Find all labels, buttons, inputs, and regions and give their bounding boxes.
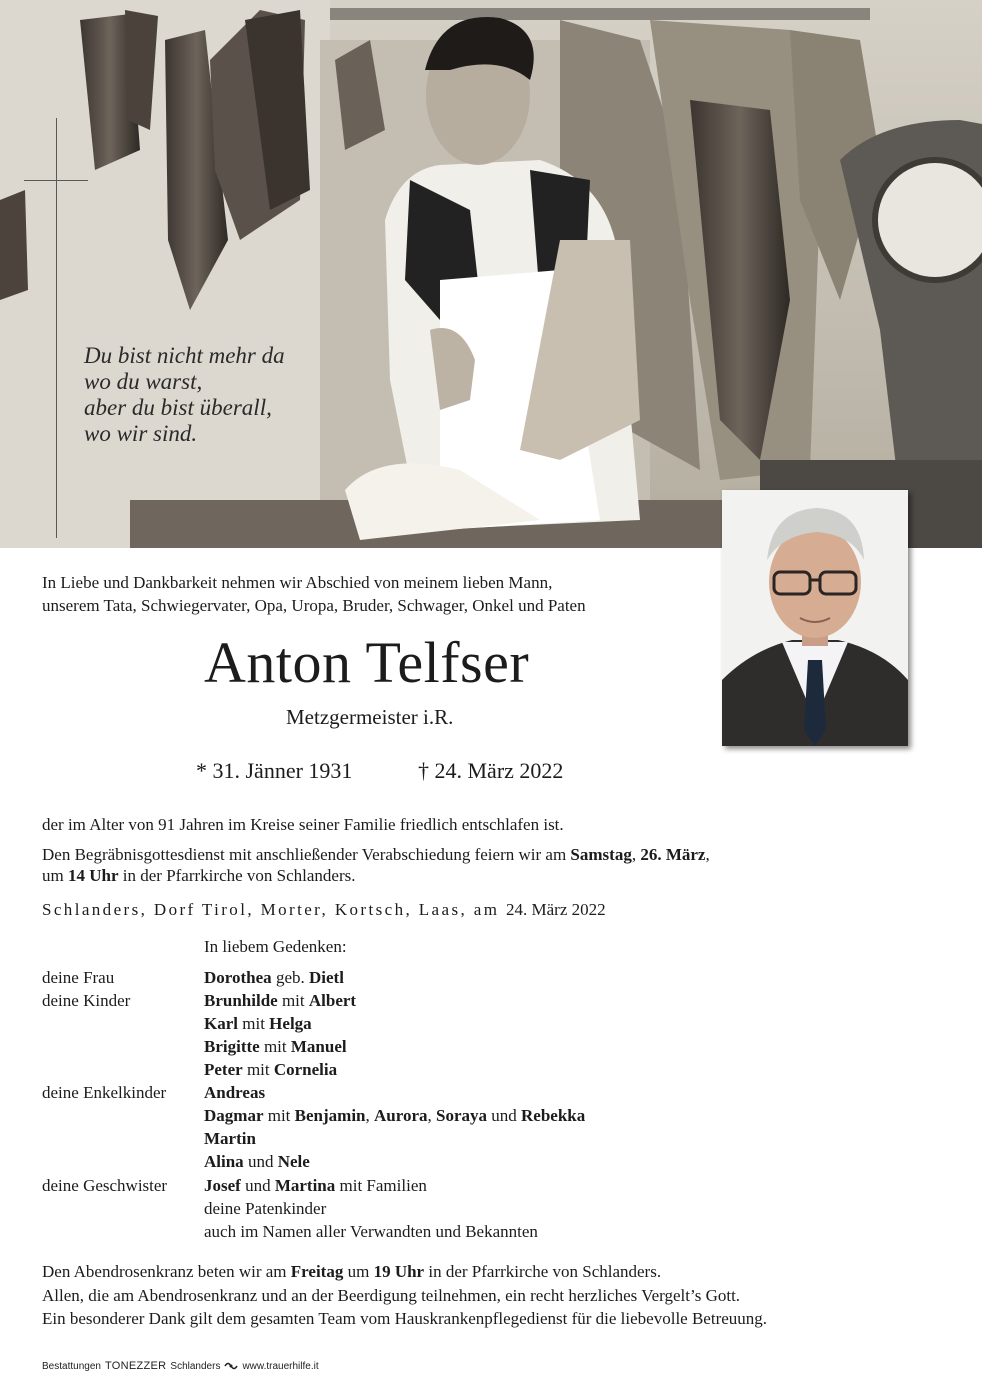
child-entry-2: Karl mit Helga bbox=[204, 1014, 312, 1033]
intro-line-2: unserem Tata, Schwiegervater, Opa, Uropa, Bruder, Schwager, Onkel und Paten bbox=[42, 596, 586, 615]
grandchild-entry-1: Andreas bbox=[204, 1083, 266, 1102]
grandchild-entry-2: Dagmar mit Benjamin, Aurora, Soraya und Rebekka bbox=[204, 1106, 586, 1125]
funeral-line-2: um 14 Uhr in der Pfarrkirche von Schlanders. bbox=[42, 866, 356, 885]
birth-date: * 31. Jänner 1931 bbox=[196, 758, 353, 783]
death-date: † 24. März 2022 bbox=[418, 758, 564, 783]
trauerhilfe-logo-icon bbox=[224, 1360, 238, 1372]
child-entry-4: Peter mit Cornelia bbox=[204, 1060, 338, 1079]
grandchild-entry-4: Alina und Nele bbox=[204, 1152, 310, 1171]
grandchild-entry-3: Martin bbox=[204, 1129, 256, 1148]
in-memory-heading: In liebem Gedenken: bbox=[204, 937, 347, 956]
place-and-date: Schlanders, Dorf Tirol, Morter, Kortsch, Laas, am 24. März 2022 bbox=[42, 900, 606, 919]
child-entry-3: Brigitte mit Manuel bbox=[204, 1037, 347, 1056]
thanks-line-2: Ein besonderer Dank gilt dem gesamten Team vom Hauskrankenpflegedienst für die liebevolle Betreuung. bbox=[42, 1309, 768, 1328]
grandchildren-label: deine Enkelkinder bbox=[42, 1083, 167, 1102]
portrait-illustration bbox=[722, 490, 908, 746]
relatives-entry: auch im Namen aller Verwandten und Bekannten bbox=[204, 1222, 538, 1241]
wife-entry: Dorothea geb. Dietl bbox=[204, 968, 344, 987]
footer-town: Schlanders bbox=[170, 1360, 221, 1372]
cross-horizontal-line bbox=[24, 180, 88, 181]
godchildren-entry: deine Patenkinder bbox=[204, 1199, 327, 1218]
footer-credit bbox=[42, 1360, 319, 1372]
header-photo bbox=[0, 0, 982, 548]
children-label: deine Kinder bbox=[42, 991, 131, 1010]
footer-url: www.trauerhilfe.it bbox=[242, 1360, 319, 1372]
wife-label: deine Frau bbox=[42, 968, 115, 987]
deceased-title: Metzgermeister i.R. bbox=[286, 705, 454, 729]
memorial-quote: Du bist nicht mehr da wo du warst, aber du bist überall, wo wir sind. bbox=[84, 343, 285, 446]
intro-line-1: In Liebe und Dankbarkeit nehmen wir Abschied von meinem lieben Mann, bbox=[42, 573, 553, 592]
thanks-line-1: Allen, die am Abendrosenkranz und an der Beerdigung teilnehmen, ein recht herzliches Vergelt’s Gott. bbox=[42, 1286, 741, 1305]
cross-vertical-line bbox=[56, 118, 57, 538]
footer-prefix: Bestattungen bbox=[42, 1360, 101, 1372]
child-entry-1: Brunhilde mit Albert bbox=[204, 991, 357, 1010]
butcher-shop-photo bbox=[0, 0, 982, 548]
portrait-photo bbox=[722, 490, 908, 746]
sibling-entry: Josef und Martina mit Familien bbox=[204, 1176, 427, 1195]
deceased-name: Anton Telfser bbox=[204, 630, 530, 695]
rosary-line: Den Abendrosenkranz beten wir am Freitag um 19 Uhr in der Pfarrkirche von Schlanders. bbox=[42, 1262, 662, 1281]
footer-brand: TONEZZER bbox=[104, 1360, 167, 1372]
age-line: der im Alter von 91 Jahren im Kreise seiner Familie friedlich entschlafen ist. bbox=[42, 815, 564, 834]
siblings-label: deine Geschwister bbox=[42, 1176, 168, 1195]
funeral-line-1: Den Begräbnisgottesdienst mit anschließender Verabschiedung feiern wir am Samstag, 26. März, bbox=[42, 845, 710, 864]
